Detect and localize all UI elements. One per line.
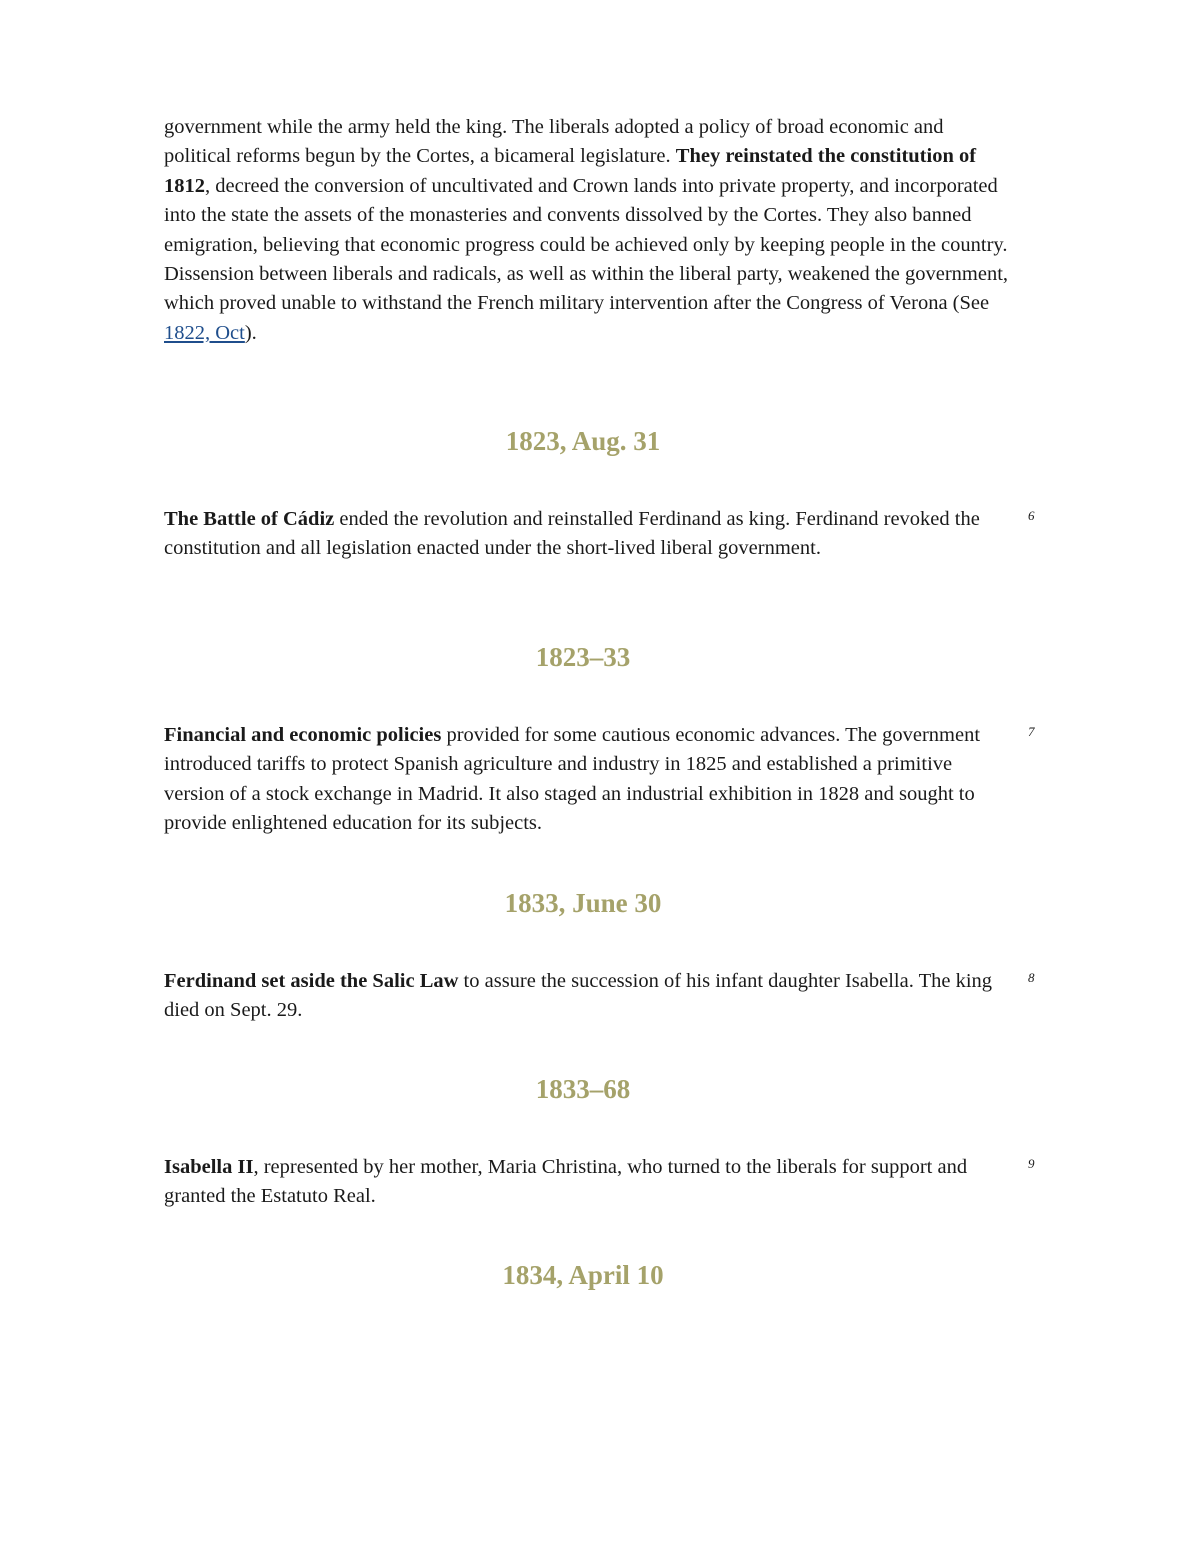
- entry-paragraph: [164, 721, 1014, 839]
- entry-paragraph: [164, 1153, 1014, 1212]
- section-heading: 1833–68: [535, 1074, 631, 1104]
- entry-text: ended the revolution and reinstalled Ferdinand as king. Ferdinand revoked the constitution and all legislation enacted under the short-lived liberal government.: [164, 508, 980, 560]
- entry-bold-phrase: Financial and economic policies: [164, 724, 442, 746]
- paragraph-number: 8: [1028, 970, 1035, 985]
- intro-text-1: government while the army held the king. The liberals adopted a policy of broad economic and political reforms begun by the Cortes, a bicameral legislature.: [164, 116, 944, 168]
- entry-text: to assure the succession of his infant daughter Isabella. The king died on Sept. 29.: [164, 970, 993, 1022]
- paragraph-number: 9: [1028, 1156, 1035, 1171]
- section-heading: 1834, April 10: [502, 1260, 664, 1290]
- paragraph-number: 7: [1028, 724, 1035, 739]
- intro-text-2: , decreed the conversion of uncultivated and Crown lands into private property, and incorporated into the state the assets of the monasteries and convents dissolved by the Cortes. They also banned emigration, believing that economic progress could be achieved only by keeping people in the country. Dissension between liberals and radicals, as well as within the liberal party, weakened the government, which proved unable to withstand the French military intervention after the Congress of Verona (See: [164, 174, 1009, 315]
- intro-text-3: ).: [244, 321, 257, 344]
- paragraph-number: 6: [1028, 508, 1035, 523]
- entry-text: provided for some cautious economic advances. The government introduced tariffs to protect Spanish agriculture and industry in 1825 and established a primitive version of a stock exchange in Madrid. It also staged an industrial exhibition in 1828 and sought to provide enlightened education for its subjects.: [164, 724, 981, 835]
- section-heading: 1823–33: [535, 642, 631, 672]
- section-heading: 1833, June 30: [504, 888, 662, 918]
- section-heading: 1823, Aug. 31: [505, 426, 661, 456]
- entry-paragraph: [164, 505, 1014, 564]
- entry-bold-phrase: Ferdinand set aside the Salic Law: [164, 970, 459, 992]
- entry-text: , represented by her mother, Maria Christina, who turned to the liberals for support and granted the Estatuto Real.: [164, 1156, 968, 1208]
- entry-bold-phrase: The Battle of Cádiz: [164, 508, 335, 530]
- cross-reference-link[interactable]: 1822, Oct: [164, 321, 245, 344]
- intro-paragraph: [164, 113, 1014, 348]
- intro-bold-phrase: They reinstated the constitution of 1812: [164, 145, 977, 197]
- entry-bold-phrase: Isabella II: [164, 1156, 254, 1178]
- entry-paragraph: [164, 967, 1014, 1026]
